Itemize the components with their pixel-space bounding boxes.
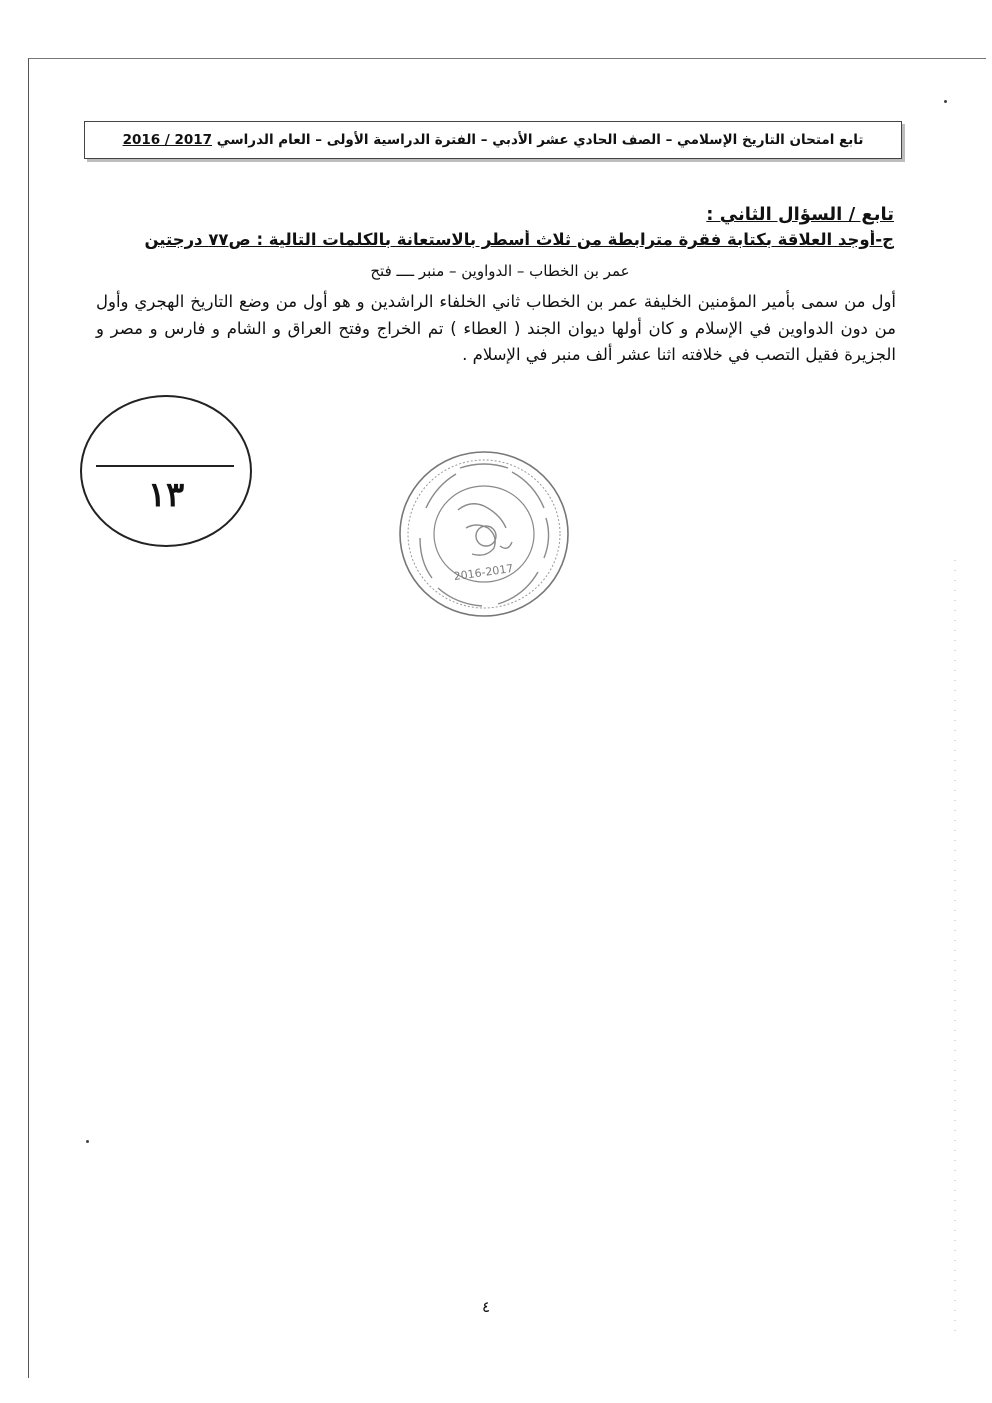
academic-year: 2016 / 2017 — [122, 132, 213, 148]
question-instruction: ج-أوجد العلاقة بكتابة فقرة مترابطة من ثلاث أسطر بالاستعانة بالكلمات التالية : ص٧٧ درجتين — [144, 230, 894, 249]
score-circle — [80, 395, 252, 547]
scan-speck — [86, 1140, 89, 1143]
score-value: ١٣ — [147, 475, 185, 515]
score-divider — [96, 465, 234, 467]
seal-date: 2016-2017 — [452, 561, 515, 584]
question-title: تابع / السؤال الثاني : — [706, 204, 894, 225]
margin-tick-marks — [952, 560, 958, 1340]
exam-header — [84, 121, 902, 159]
official-seal-stamp — [396, 448, 572, 620]
exam-header-text: تابع امتحان التاريخ الإسلامي – الصف الحادي عشر الأدبي – الفترة الدراسية الأولى – العام الدراسي — [216, 132, 864, 148]
page-number: ٤ — [481, 1298, 491, 1316]
page-frame — [28, 58, 986, 1378]
keywords-list: عمر بن الخطاب – الدواوين – منبر ــــ فتح — [370, 262, 630, 280]
scan-speck — [944, 100, 947, 103]
answer-paragraph: أول من سمى بأمير المؤمنين الخليفة عمر بن الخطاب ثاني الخلفاء الراشدين و هو أول من وضع التاريخ الهجري وأول من دون الدواوين في الإسلام و كان أولها ديوان الجند ( العطاء ) تم الخراج وفتح العراق و الشام و فارس و مصر و الجزيرة فقيل التصب في خلافته اثنا عشر ألف منبر في الإسلام . — [96, 292, 896, 364]
